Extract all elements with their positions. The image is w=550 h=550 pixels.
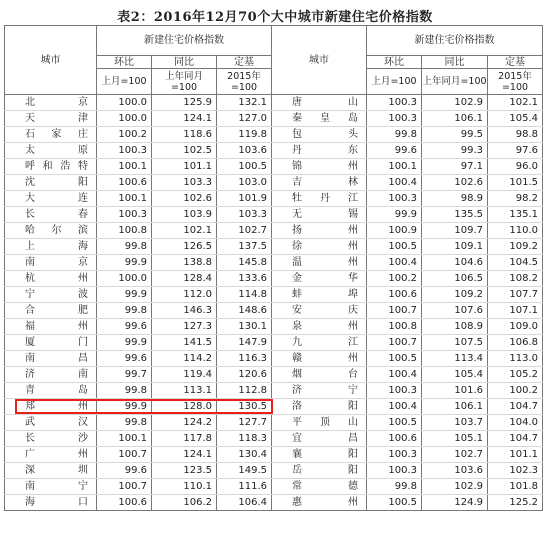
yoy-value: 124.2 (152, 415, 217, 431)
mom-value: 100.7 (97, 479, 152, 495)
fixed-value: 101.1 (488, 447, 543, 463)
mom-value: 99.9 (97, 287, 152, 303)
fixed-value: 103.3 (217, 207, 272, 223)
city-name: 北京 (5, 95, 97, 111)
fixed-value: 111.6 (217, 479, 272, 495)
city-name: 天津 (5, 111, 97, 127)
city-name: 广州 (5, 447, 97, 463)
fixed-value: 107.7 (488, 287, 543, 303)
city-name: 烟台 (272, 367, 367, 383)
city-name: 秦皇岛 (272, 111, 367, 127)
table-row (5, 191, 543, 207)
mom-value: 99.6 (367, 143, 422, 159)
yoy-value: 102.6 (152, 191, 217, 207)
city-name: 杭州 (5, 271, 97, 287)
yoy-value: 101.6 (422, 383, 488, 399)
mom-value: 100.4 (367, 399, 422, 415)
city-name: 牡丹江 (272, 191, 367, 207)
fixed-value: 105.2 (488, 367, 543, 383)
fixed-value: 137.5 (217, 239, 272, 255)
fixed-value: 100.5 (217, 159, 272, 175)
mom-value: 100.5 (367, 239, 422, 255)
mom-value: 100.3 (367, 111, 422, 127)
city-name: 南京 (5, 255, 97, 271)
city-name: 青岛 (5, 383, 97, 399)
fixed-header-left: 定基 (217, 56, 272, 69)
fixed-value: 120.6 (217, 367, 272, 383)
city-name: 长沙 (5, 431, 97, 447)
mom-value: 99.9 (97, 335, 152, 351)
yoy-value: 105.1 (422, 431, 488, 447)
yoy-value: 103.7 (422, 415, 488, 431)
mom-value: 100.4 (367, 175, 422, 191)
table-title: 表2：2016年12月70个大中城市新建住宅价格指数 (117, 10, 433, 25)
fixed-value: 103.0 (217, 175, 272, 191)
mom-value: 99.6 (97, 319, 152, 335)
mom-value: 100.5 (367, 495, 422, 511)
fixed-value: 109.2 (488, 239, 543, 255)
city-header-left: 城市 (5, 26, 97, 95)
fixed-value: 114.8 (217, 287, 272, 303)
yoy-value: 98.9 (422, 191, 488, 207)
city-name: 武汉 (5, 415, 97, 431)
city-name: 温州 (272, 255, 367, 271)
city-name: 宜昌 (272, 431, 367, 447)
table-row (5, 431, 543, 447)
mom-value: 100.6 (97, 495, 152, 511)
mom-value: 100.7 (367, 303, 422, 319)
city-name: 锦州 (272, 159, 367, 175)
table-row (5, 399, 543, 415)
fixed-value: 102.1 (488, 95, 543, 111)
mom-value: 100.7 (97, 447, 152, 463)
city-name: 福州 (5, 319, 97, 335)
city-name: 南宁 (5, 479, 97, 495)
fixed-value: 98.2 (488, 191, 543, 207)
fixed-value: 127.0 (217, 111, 272, 127)
city-name: 沈阳 (5, 175, 97, 191)
mom-value: 99.9 (97, 255, 152, 271)
table-row (5, 287, 543, 303)
mom-value: 100.3 (367, 383, 422, 399)
fixed-value: 116.3 (217, 351, 272, 367)
yoy-value: 127.3 (152, 319, 217, 335)
city-name: 呼和浩特 (5, 159, 97, 175)
city-name: 哈尔滨 (5, 223, 97, 239)
mom-value: 100.8 (367, 319, 422, 335)
fixed-value: 110.0 (488, 223, 543, 239)
city-name: 海口 (5, 495, 97, 511)
city-name: 安庆 (272, 303, 367, 319)
table-row (5, 495, 543, 511)
table-row (5, 463, 543, 479)
table-row (5, 479, 543, 495)
mom-value: 100.0 (97, 111, 152, 127)
city-name: 赣州 (272, 351, 367, 367)
fixed-value: 149.5 (217, 463, 272, 479)
city-name: 济宁 (272, 383, 367, 399)
fixed-value: 100.2 (488, 383, 543, 399)
fixed-value: 106.8 (488, 335, 543, 351)
city-name: 南昌 (5, 351, 97, 367)
table-row (5, 159, 543, 175)
yoy-value: 102.5 (152, 143, 217, 159)
mom-value: 99.8 (97, 303, 152, 319)
city-name: 包头 (272, 127, 367, 143)
fixed-value: 147.9 (217, 335, 272, 351)
yoy-value: 113.1 (152, 383, 217, 399)
fixed-value: 130.4 (217, 447, 272, 463)
mom-value: 100.8 (97, 223, 152, 239)
fixed-base-right: 2015年=100 (488, 69, 543, 95)
yoy-value: 124.9 (422, 495, 488, 511)
mom-value: 100.3 (367, 447, 422, 463)
mom-value: 99.6 (97, 463, 152, 479)
fixed-value: 104.0 (488, 415, 543, 431)
mom-header-left: 环比 (97, 56, 152, 69)
mom-value: 100.7 (367, 335, 422, 351)
mom-value: 100.3 (97, 207, 152, 223)
yoy-value: 103.6 (422, 463, 488, 479)
city-name: 上海 (5, 239, 97, 255)
yoy-header-right: 同比 (422, 56, 488, 69)
city-name: 徐州 (272, 239, 367, 255)
city-name: 宁波 (5, 287, 97, 303)
city-name: 济南 (5, 367, 97, 383)
fixed-value: 107.1 (488, 303, 543, 319)
fixed-value: 102.7 (217, 223, 272, 239)
table-row (5, 367, 543, 383)
table-row (5, 223, 543, 239)
city-name: 金华 (272, 271, 367, 287)
yoy-base-left: 上年同月=100 (152, 69, 217, 95)
fixed-value: 104.5 (488, 255, 543, 271)
fixed-value: 104.7 (488, 399, 543, 415)
mom-base-right: 上月=100 (367, 69, 422, 95)
yoy-value: 102.9 (422, 479, 488, 495)
city-name: 唐山 (272, 95, 367, 111)
city-name: 石家庄 (5, 127, 97, 143)
yoy-value: 102.9 (422, 95, 488, 111)
yoy-value: 128.0 (152, 399, 217, 415)
fixed-value: 101.5 (488, 175, 543, 191)
yoy-value: 101.1 (152, 159, 217, 175)
table-row (5, 175, 543, 191)
mom-value: 100.5 (367, 351, 422, 367)
yoy-value: 146.3 (152, 303, 217, 319)
city-name: 无锡 (272, 207, 367, 223)
mom-value: 99.9 (367, 207, 422, 223)
mom-value: 100.9 (367, 223, 422, 239)
mom-value: 99.8 (97, 239, 152, 255)
city-name: 吉林 (272, 175, 367, 191)
city-name: 平顶山 (272, 415, 367, 431)
fixed-header-right: 定基 (488, 56, 543, 69)
fixed-value: 133.6 (217, 271, 272, 287)
yoy-value: 106.1 (422, 399, 488, 415)
fixed-value: 112.8 (217, 383, 272, 399)
mom-value: 100.6 (97, 175, 152, 191)
price-index-table (4, 25, 543, 511)
mom-header-right: 环比 (367, 56, 422, 69)
city-name: 常德 (272, 479, 367, 495)
yoy-value: 99.5 (422, 127, 488, 143)
mom-value: 100.0 (97, 95, 152, 111)
yoy-value: 124.1 (152, 447, 217, 463)
city-name: 扬州 (272, 223, 367, 239)
mom-value: 99.8 (97, 383, 152, 399)
table-row (5, 303, 543, 319)
fixed-value: 109.0 (488, 319, 543, 335)
fixed-value: 106.4 (217, 495, 272, 511)
mom-value: 100.0 (97, 271, 152, 287)
city-name: 大连 (5, 191, 97, 207)
index-group-header-left: 新建住宅价格指数 (97, 26, 272, 56)
table-row (5, 143, 543, 159)
fixed-base-left: 2015年=100 (217, 69, 272, 95)
yoy-value: 118.6 (152, 127, 217, 143)
mom-value: 100.3 (367, 463, 422, 479)
yoy-value: 112.0 (152, 287, 217, 303)
table-row (5, 335, 543, 351)
yoy-value: 128.4 (152, 271, 217, 287)
table-row (5, 255, 543, 271)
city-name: 深圳 (5, 463, 97, 479)
yoy-value: 123.5 (152, 463, 217, 479)
mom-value: 100.6 (367, 431, 422, 447)
city-name: 惠州 (272, 495, 367, 511)
fixed-value: 127.7 (217, 415, 272, 431)
table-body (5, 95, 543, 511)
mom-base-left: 上月=100 (97, 69, 152, 95)
fixed-value: 96.0 (488, 159, 543, 175)
fixed-value: 135.1 (488, 207, 543, 223)
mom-value: 100.3 (97, 143, 152, 159)
mom-value: 99.8 (367, 479, 422, 495)
yoy-value: 135.5 (422, 207, 488, 223)
yoy-value: 119.4 (152, 367, 217, 383)
city-name: 洛阳 (272, 399, 367, 415)
fixed-value: 98.8 (488, 127, 543, 143)
city-name: 岳阳 (272, 463, 367, 479)
yoy-value: 110.1 (152, 479, 217, 495)
mom-value: 100.4 (367, 255, 422, 271)
yoy-value: 107.6 (422, 303, 488, 319)
city-name: 太原 (5, 143, 97, 159)
mom-value: 100.2 (97, 127, 152, 143)
table-row (5, 239, 543, 255)
table-row (5, 415, 543, 431)
city-name: 泉州 (272, 319, 367, 335)
mom-value: 99.7 (97, 367, 152, 383)
table-row (5, 127, 543, 143)
mom-value: 100.1 (97, 191, 152, 207)
table-row (5, 95, 543, 111)
table-row (5, 271, 543, 287)
table-row (5, 447, 543, 463)
fixed-value: 101.9 (217, 191, 272, 207)
yoy-value: 124.1 (152, 111, 217, 127)
yoy-value: 113.4 (422, 351, 488, 367)
yoy-value: 109.1 (422, 239, 488, 255)
yoy-header-left: 同比 (152, 56, 217, 69)
city-header-right: 城市 (272, 26, 367, 95)
mom-value: 100.3 (367, 191, 422, 207)
fixed-value: 125.2 (488, 495, 543, 511)
mom-value: 100.3 (367, 95, 422, 111)
fixed-value: 104.7 (488, 431, 543, 447)
table-row (5, 319, 543, 335)
yoy-value: 102.6 (422, 175, 488, 191)
mom-value: 100.2 (367, 271, 422, 287)
fixed-value: 130.5 (217, 399, 272, 415)
fixed-value: 148.6 (217, 303, 272, 319)
yoy-value: 105.4 (422, 367, 488, 383)
mom-value: 99.8 (97, 415, 152, 431)
mom-value: 99.8 (367, 127, 422, 143)
yoy-value: 106.2 (152, 495, 217, 511)
yoy-value: 117.8 (152, 431, 217, 447)
mom-value: 99.6 (97, 351, 152, 367)
yoy-value: 141.5 (152, 335, 217, 351)
fixed-value: 102.3 (488, 463, 543, 479)
yoy-value: 109.7 (422, 223, 488, 239)
yoy-value: 99.3 (422, 143, 488, 159)
yoy-value: 109.2 (422, 287, 488, 303)
fixed-value: 103.6 (217, 143, 272, 159)
yoy-value: 104.6 (422, 255, 488, 271)
fixed-value: 145.8 (217, 255, 272, 271)
yoy-value: 102.1 (152, 223, 217, 239)
city-name: 长春 (5, 207, 97, 223)
city-name: 蚌埠 (272, 287, 367, 303)
mom-value: 100.6 (367, 287, 422, 303)
fixed-value: 130.1 (217, 319, 272, 335)
yoy-value: 114.2 (152, 351, 217, 367)
yoy-value: 97.1 (422, 159, 488, 175)
fixed-value: 132.1 (217, 95, 272, 111)
table-row (5, 207, 543, 223)
city-name: 九江 (272, 335, 367, 351)
yoy-value: 106.5 (422, 271, 488, 287)
table-row (5, 111, 543, 127)
yoy-value: 102.7 (422, 447, 488, 463)
yoy-value: 103.9 (152, 207, 217, 223)
fixed-value: 105.4 (488, 111, 543, 127)
mom-value: 99.9 (97, 399, 152, 415)
yoy-value: 125.9 (152, 95, 217, 111)
mom-value: 100.4 (367, 367, 422, 383)
yoy-value: 107.5 (422, 335, 488, 351)
table-row (5, 383, 543, 399)
table-row (5, 351, 543, 367)
yoy-value: 106.1 (422, 111, 488, 127)
yoy-value: 103.3 (152, 175, 217, 191)
yoy-value: 138.8 (152, 255, 217, 271)
yoy-value: 108.9 (422, 319, 488, 335)
yoy-base-right: 上年同月=100 (422, 69, 488, 95)
fixed-value: 97.6 (488, 143, 543, 159)
index-group-header-right: 新建住宅价格指数 (367, 26, 543, 56)
fixed-value: 108.2 (488, 271, 543, 287)
mom-value: 100.5 (367, 415, 422, 431)
city-name: 襄阳 (272, 447, 367, 463)
yoy-value: 126.5 (152, 239, 217, 255)
mom-value: 100.1 (367, 159, 422, 175)
city-name: 郑州 (5, 399, 97, 415)
fixed-value: 113.0 (488, 351, 543, 367)
fixed-value: 101.8 (488, 479, 543, 495)
city-name: 丹东 (272, 143, 367, 159)
city-name: 合肥 (5, 303, 97, 319)
fixed-value: 118.3 (217, 431, 272, 447)
fixed-value: 119.8 (217, 127, 272, 143)
mom-value: 100.1 (97, 431, 152, 447)
city-name: 厦门 (5, 335, 97, 351)
mom-value: 100.1 (97, 159, 152, 175)
